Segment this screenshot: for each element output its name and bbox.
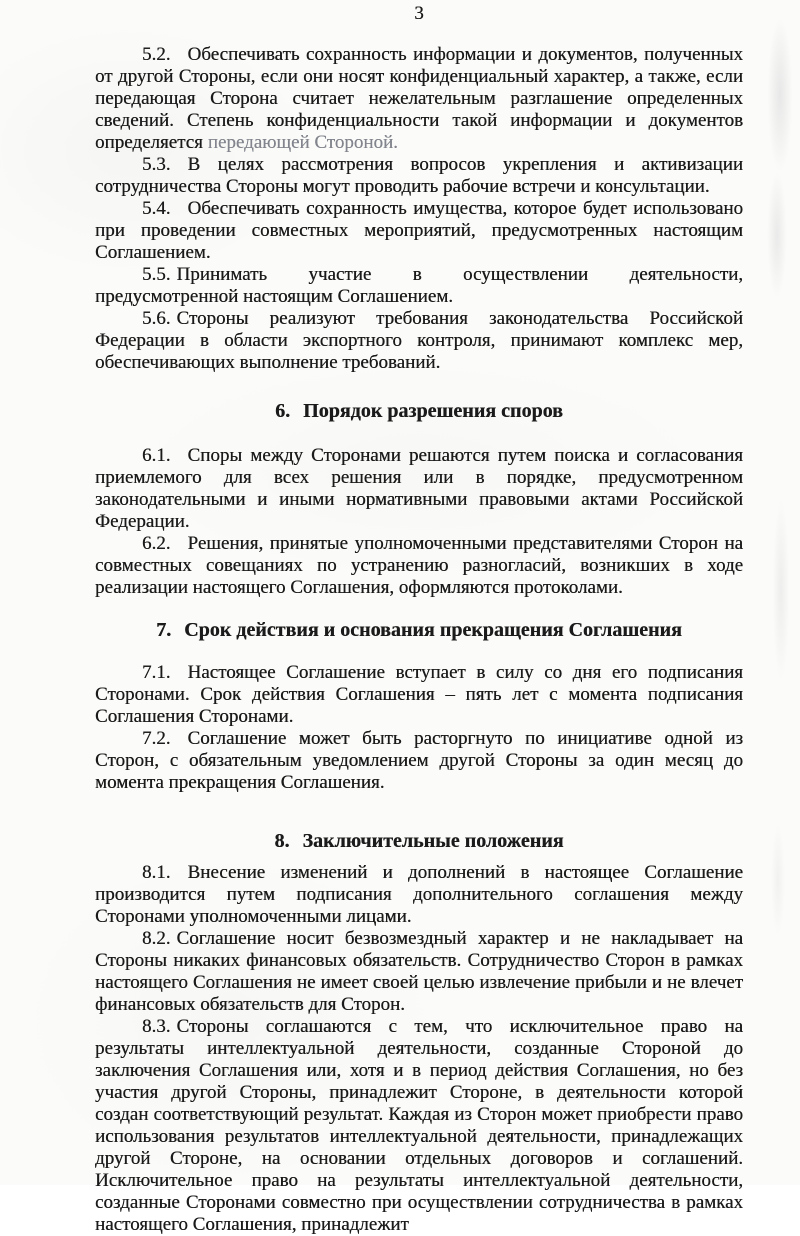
- clause-text: Стороны реализуют требования законодательства Российской Федерации в области экспортного контроля, принимают комплекс мер, обеспечивающих выполнение требований.: [95, 308, 743, 373]
- clause-text: Обеспечивать сохранность информации и документов, полученных от другой Стороны, если они носят конфиденциальный характер, а также, если передающая Сторона считает нежелательным разглашение определенных сведений. Степень конфиденциальности такой информации и документов определяется: [95, 44, 743, 153]
- section-number: 7.: [156, 619, 172, 641]
- clause-number: 6.2.: [142, 533, 171, 554]
- section-number: 6.: [275, 400, 291, 422]
- clause-5-4: [95, 198, 743, 264]
- clause-8-3: [95, 1016, 743, 1236]
- clause-number: 5.3.: [142, 154, 171, 175]
- clause-5-6: [95, 308, 743, 374]
- clause-number: 5.2.: [142, 44, 171, 65]
- clause-text: Соглашение может быть расторгнуто по инициативе одной из Сторон, с обязательным уведомлением другой Стороны за один месяц до момента прекращения Соглашения.: [95, 728, 743, 793]
- clause-number: 5.4.: [142, 198, 171, 219]
- section-heading-7: [95, 619, 743, 641]
- clause-6-2: [95, 533, 743, 599]
- clause-text: Настоящее Соглашение вступает в силу со дня его подписания Сторонами. Срок действия Соглашения – пять лет с момента подписания Соглашения Сторонами.: [95, 662, 743, 727]
- clause-text-faded: передающей Стороной.: [207, 132, 398, 153]
- clause-7-2: [95, 728, 743, 794]
- clause-5-2: [95, 44, 743, 154]
- clause-number: 8.2.: [142, 928, 171, 949]
- clause-number: 6.1.: [142, 445, 171, 466]
- clause-number: 5.6.: [142, 308, 171, 329]
- section-heading-8: [95, 830, 743, 852]
- page-number: 3: [414, 3, 424, 24]
- clause-text: Решения, принятые уполномоченными представителями Сторон на совместных совещаниях по устранению разногласий, возникших в ходе реализации настоящего Соглашения, оформляются протоколами.: [95, 533, 743, 598]
- clause-text: Внесение изменений и дополнений в настоящее Соглашение производится путем подписания дополнительного соглашения между Сторонами уполномоченными лицами.: [95, 862, 743, 927]
- clause-text: Принимать участие в осуществлении деятельности, предусмотренной настоящим Соглашением.: [95, 264, 743, 307]
- clause-number: 8.1.: [142, 862, 171, 883]
- section-title: Срок действия и основания прекращения Соглашения: [184, 619, 682, 641]
- clause-5-5: [95, 264, 743, 308]
- clause-7-1: [95, 662, 743, 728]
- clause-text: Соглашение носит безвозмездный характер и не накладывает на Стороны никаких финансовых обязательств. Сотрудничество Сторон в рамках настоящего Соглашения не имеет своей целью извлечение прибыли и не влечет финансовых обязательств для Сторон.: [95, 928, 743, 1015]
- clause-text: Обеспечивать сохранность имущества, которое будет использовано при проведении совместных мероприятий, предусмотренных настоящим Соглашением.: [95, 198, 743, 263]
- section-heading-6: [95, 400, 743, 422]
- clause-6-1: [95, 445, 743, 533]
- clause-text: Стороны соглашаются с тем, что исключительное право на результаты интеллектуальной деятельности, созданные Стороной до заключения Соглашения или, хотя и в период действия Соглашения, но без участия другой Стороны, принадлежит Стороне, в деятельности которой создан соответствующий результат. Каждая из Сторон может приобрести право использования результатов интеллектуальной деятельности, принадлежащих другой Стороне, на основании отдельных договоров и соглашений. Исключительное право на результаты интеллектуальной деятельности, созданные Сторонами совместно при осуществлении сотрудничества в рамках настоящего Соглашения, принадлежит: [95, 1016, 743, 1235]
- section-title: Заключительные положения: [302, 830, 564, 852]
- section-number: 8.: [274, 830, 290, 852]
- clause-text: В целях рассмотрения вопросов укрепления и активизации сотрудничества Стороны могут проводить рабочие встречи и консультации.: [95, 154, 743, 197]
- document-content: [95, 44, 743, 1236]
- clause-number: 7.1.: [142, 662, 171, 683]
- clause-number: 8.3.: [142, 1016, 171, 1037]
- clause-number: 5.5.: [142, 264, 171, 285]
- clause-number: 7.2.: [142, 728, 171, 749]
- clause-text: Споры между Сторонами решаются путем поиска и согласования приемлемого для всех решения или в порядке, предусмотренном законодательными и иными нормативными правовыми актами Российской Федерации.: [95, 445, 743, 532]
- clause-5-3: [95, 154, 743, 198]
- section-title: Порядок разрешения споров: [303, 400, 563, 422]
- clause-8-1: [95, 862, 743, 928]
- clause-8-2: [95, 928, 743, 1016]
